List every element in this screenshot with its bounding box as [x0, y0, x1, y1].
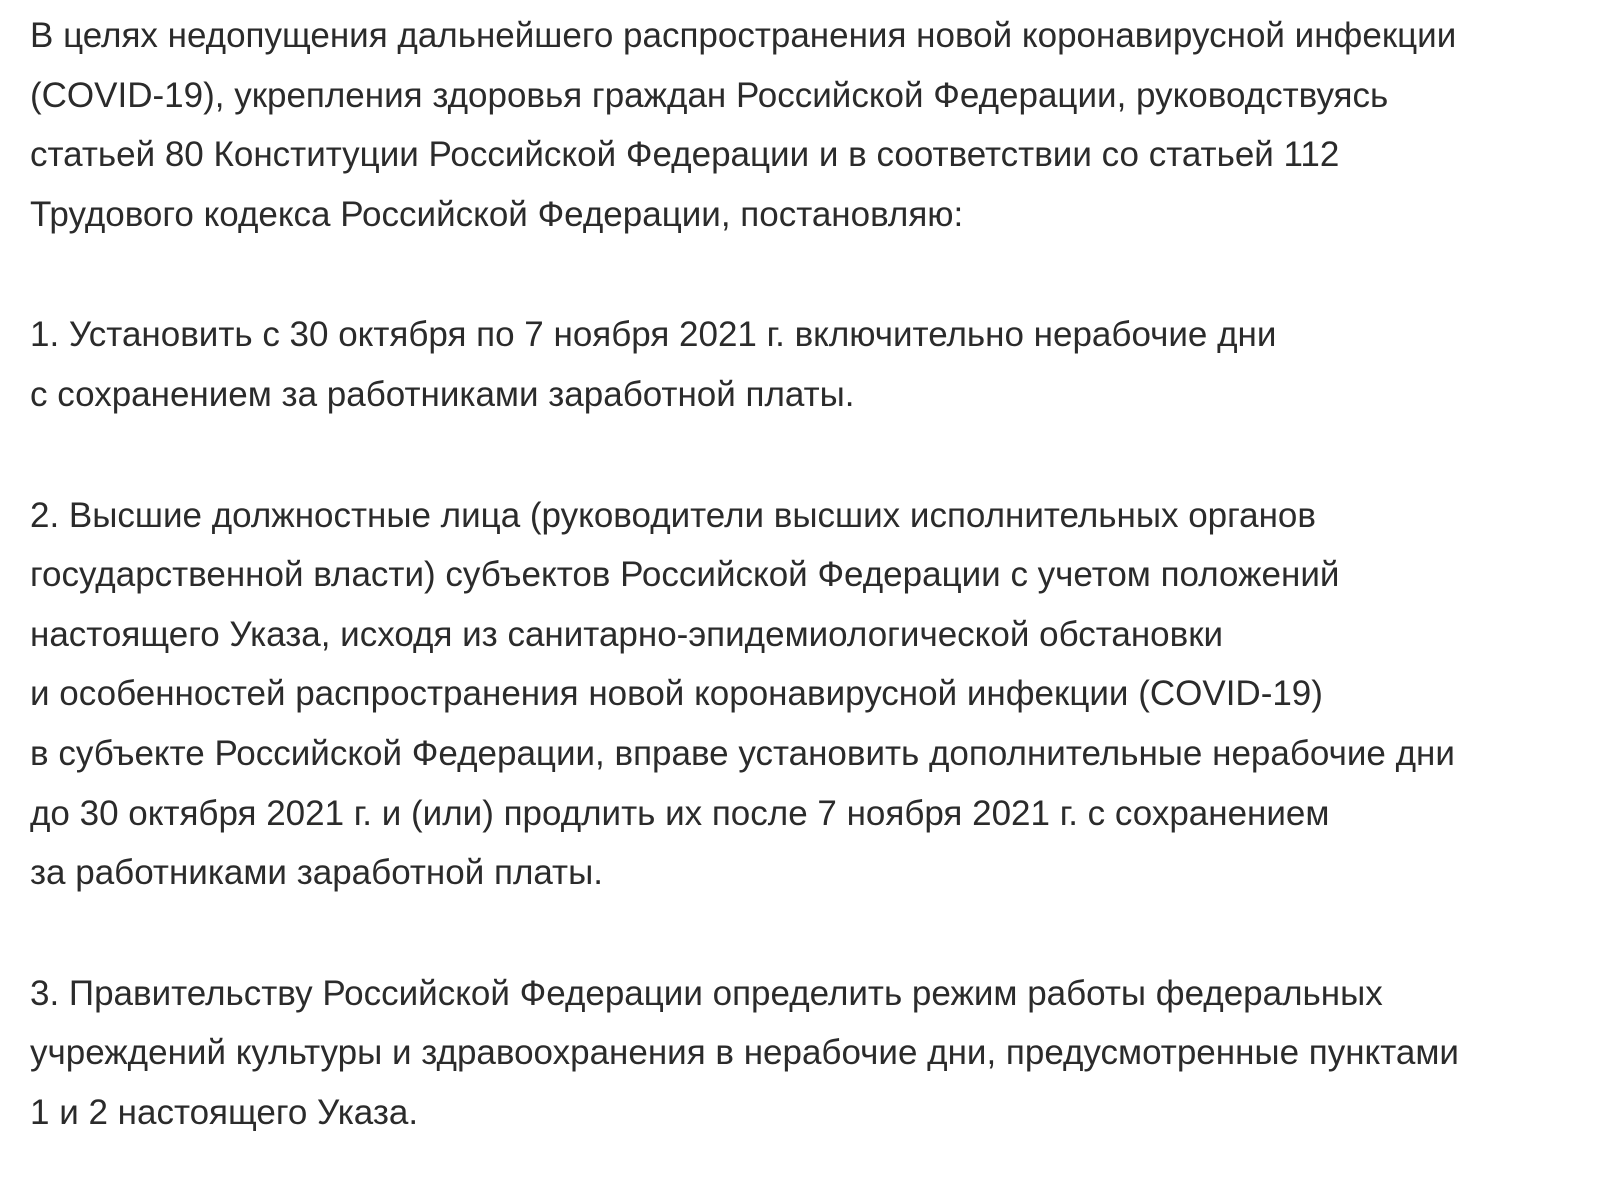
text-line: (COVID-19), укрепления здоровья граждан Российской Федерации, руководствуясь: [30, 75, 1389, 115]
text-line: 2. Высшие должностные лица (руководители высших исполнительных органов: [30, 495, 1316, 535]
clause-1-paragraph: [30, 305, 1590, 424]
text-line: настоящего Указа, исходя из санитарно-эпидемиологической обстановки: [30, 614, 1224, 654]
clause-3-paragraph: [30, 964, 1590, 1143]
text-line: государственной власти) субъектов Российской Федерации с учетом положений: [30, 555, 1340, 595]
text-line: с сохранением за работниками заработной платы.: [30, 374, 855, 414]
text-line: 3. Правительству Российской Федерации определить режим работы федеральных: [30, 973, 1383, 1013]
preamble-paragraph: [30, 6, 1590, 244]
text-line: 1. Установить с 30 октября по 7 ноября 2021 г. включительно нерабочие дни: [30, 315, 1277, 355]
clause-2-paragraph: [30, 486, 1590, 903]
text-line: 1 и 2 настоящего Указа.: [30, 1092, 419, 1132]
document-body: [30, 6, 1590, 1143]
text-line: за работниками заработной платы.: [30, 853, 603, 893]
text-line: Трудового кодекса Российской Федерации, постановляю:: [30, 194, 964, 234]
text-line: и особенностей распространения новой коронавирусной инфекции (COVID-19): [30, 674, 1323, 714]
text-line: В целях недопущения дальнейшего распространения новой коронавирусной инфекции: [30, 16, 1457, 55]
text-line: статьей 80 Конституции Российской Федерации и в соответствии со статьей 112: [30, 135, 1340, 175]
text-line: в субъекте Российской Федерации, вправе установить дополнительные нерабочие дни: [30, 733, 1455, 773]
text-line: учреждений культуры и здравоохранения в нерабочие дни, предусмотренные пунктами: [30, 1033, 1459, 1073]
text-line: до 30 октября 2021 г. и (или) продлить их после 7 ноября 2021 г. с сохранением: [30, 793, 1330, 833]
